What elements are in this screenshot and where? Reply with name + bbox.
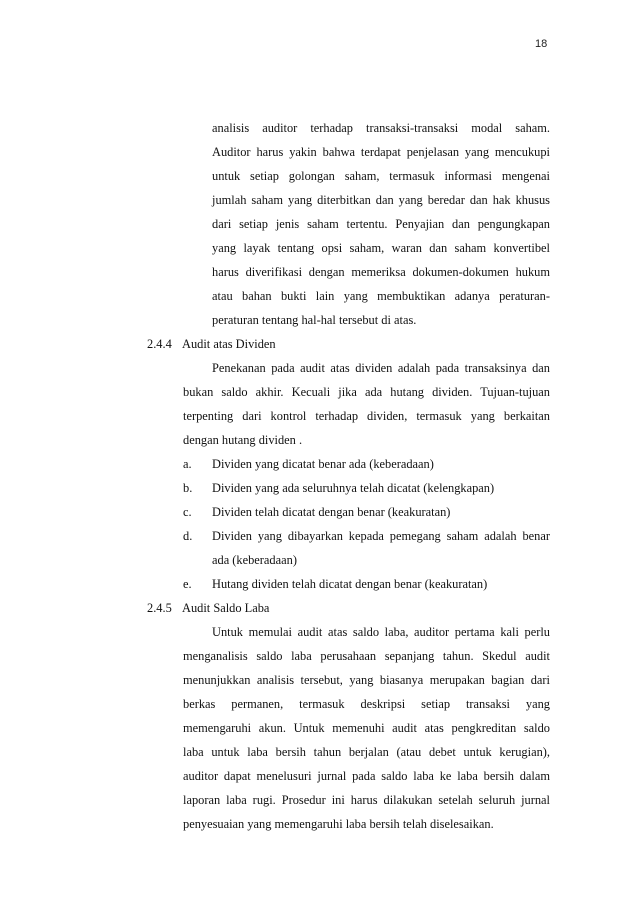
para-line: Penekanan pada audit atas dividen adalah pada transaksinya dan	[212, 361, 550, 375]
list-item-text: Dividen yang dibayarkan kepada pemegang saham adalah benar	[212, 529, 550, 543]
list-item-label: a.	[183, 457, 192, 471]
list-item-label: d.	[183, 529, 193, 543]
list-item-label: b.	[183, 481, 193, 495]
list-item-label: e.	[183, 577, 192, 591]
intro-line: peraturan tentang hal-hal tersebut di atas.	[212, 313, 417, 327]
list-item-text: Dividen telah dicatat dengan benar (keakuratan)	[212, 505, 451, 519]
para-line: auditor dapat menelusuri jurnal pada saldo laba ke laba bersih dalam	[183, 769, 550, 783]
list-item-text: Hutang dividen telah dicatat dengan benar (keakuratan)	[212, 577, 488, 591]
section-title: Audit Saldo Laba	[182, 601, 270, 615]
list-item-label: c.	[183, 505, 192, 519]
list-item-text: Dividen yang ada seluruhnya telah dicatat (kelengkapan)	[212, 481, 495, 495]
section-title: Audit atas Dividen	[182, 337, 276, 351]
para-line: menunjukkan analisis tersebut, yang biasanya merupakan bagian dari	[183, 673, 550, 687]
para-line: menganalisis saldo laba perusahaan sepanjang tahun. Skedul audit	[183, 649, 550, 663]
para-line: bukan saldo akhir. Kecuali jika ada hutang dividen. Tujuan-tujuan	[183, 385, 550, 399]
intro-line: jumlah saham yang diterbitkan dan yang beredar dan hak khusus	[212, 193, 550, 207]
para-line: berkas permanen, termasuk deskripsi setiap transaksi yang	[183, 697, 550, 711]
intro-line: harus diverifikasi dengan memeriksa dokumen-dokumen hukum	[212, 265, 550, 279]
intro-line: untuk setiap golongan saham, termasuk informasi mengenai	[212, 169, 550, 183]
intro-line: analisis auditor terhadap transaksi-transaksi modal saham.	[212, 121, 550, 135]
para-line: laporan laba rugi. Prosedur ini harus dilakukan setelah seluruh jurnal	[183, 793, 550, 807]
list-item-text: Dividen yang dicatat benar ada (keberadaan)	[212, 457, 434, 471]
list-item-text: ada (keberadaan)	[212, 553, 297, 567]
intro-line: dari setiap jenis saham tertentu. Penyajian dan pengungkapan	[212, 217, 550, 231]
section-number: 2.4.4	[147, 337, 172, 351]
para-line: penyesuaian yang memengaruhi laba bersih telah diselesaikan.	[183, 817, 494, 831]
para-line: Untuk memulai audit atas saldo laba, auditor pertama kali perlu	[212, 625, 550, 639]
para-line: laba untuk laba bersih tahun berjalan (atau debet untuk kerugian),	[183, 745, 550, 759]
intro-line: Auditor harus yakin bahwa terdapat penjelasan yang mencukupi	[212, 145, 550, 159]
intro-line: atau bahan bukti lain yang membuktikan adanya peraturan-	[212, 289, 550, 303]
para-line: dengan hutang dividen .	[183, 433, 303, 447]
intro-line: yang layak tentang opsi saham, waran dan saham konvertibel	[212, 241, 550, 255]
para-line: memengaruhi akun. Untuk memenuhi audit atas pengkreditan saldo	[183, 721, 550, 735]
section-number: 2.4.5	[147, 601, 172, 615]
para-line: terpenting dari kontrol terhadap dividen, termasuk yang berkaitan	[183, 409, 550, 423]
page-number: 18	[535, 38, 548, 50]
